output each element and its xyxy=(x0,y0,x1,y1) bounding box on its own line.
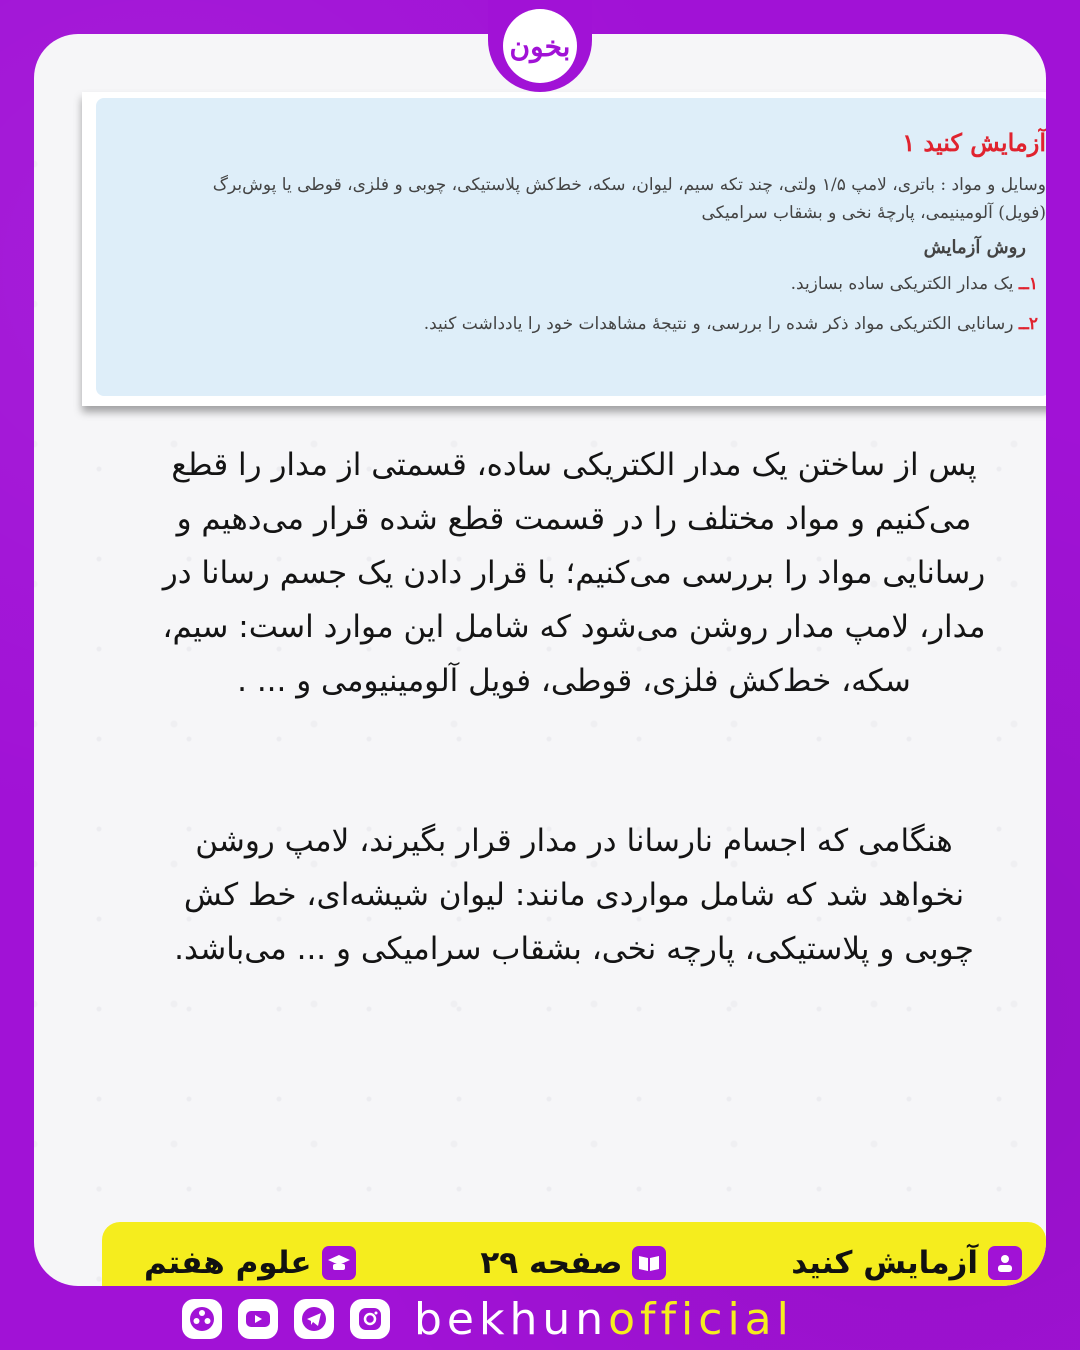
telegram-icon[interactable] xyxy=(294,1299,334,1339)
brand-handle-part2: official xyxy=(608,1293,794,1345)
content-card xyxy=(34,34,1046,1286)
excerpt-step-2-number: ۲ــ xyxy=(1018,314,1038,334)
excerpt-step-1 xyxy=(106,270,1038,298)
excerpt-method-title: روش آزمایش xyxy=(923,237,1026,258)
graduation-cap-icon xyxy=(322,1246,356,1280)
answer-paragraph-1: پس از ساختن یک مدار الکتریکی ساده، قسمتی از مدار را قطع می‌کنیم و مواد مختلف را در قسمت قطع شده قرار می‌دهیم و رسانایی مواد را بررسی می‌کنیم؛ با قرار دادن یک جسم رسانا در مدار، لامپ مدار روشن می‌شود که شامل این موارد است: سیم، سکه، خط‌کش فلزی، قوطی، فویل آلومینیومی و ... . xyxy=(162,447,986,699)
excerpt-title: آزمایش کنید ۱ xyxy=(902,128,1046,157)
excerpt-step-2 xyxy=(106,310,1038,338)
film-reel-icon[interactable] xyxy=(182,1299,222,1339)
brand-logo-mark: بخون xyxy=(503,9,577,83)
textbook-excerpt-panel xyxy=(96,98,1046,396)
brand-handle-part1: bekhun xyxy=(414,1293,609,1345)
teacher-icon xyxy=(988,1246,1022,1280)
social-bar xyxy=(182,1293,794,1345)
answer-paragraph-2: هنگامی که اجسام نارسانا در مدار قرار بگیرند، لامپ روشن نخواهد شد که شامل مواردی مانند: لیوان شیشه‌ای، خط کش چوبی و پلاستیکی، پارچه نخی، بشقاب سرامیکی و ... می‌باشد. xyxy=(174,823,974,967)
excerpt-materials-line1: وسایل و مواد : باتری، لامپ ۱/۵ ولتی، چند تکه سیم، لیوان، سکه، خط‌کش پلاستیکی، چوبی و فلزی، قوطی یا پوش‌برگ xyxy=(212,175,1046,195)
youtube-icon[interactable] xyxy=(238,1299,278,1339)
excerpt-step-2-text: رسانایی الکتریکی مواد ذکر شده را بررسی، و نتیجهٔ مشاهدات خود را یادداشت کنید. xyxy=(423,314,1014,334)
footer-subject xyxy=(144,1245,356,1281)
footer-page xyxy=(480,1245,666,1281)
instagram-icon[interactable] xyxy=(350,1299,390,1339)
textbook-excerpt xyxy=(82,92,1046,406)
info-footer-bar xyxy=(102,1222,1046,1286)
brand-handle xyxy=(414,1294,794,1345)
excerpt-step-1-text: یک مدار الکتریکی ساده بسازید. xyxy=(790,274,1014,294)
footer-section-label: آزمایش کنید xyxy=(791,1245,978,1281)
excerpt-step-1-number: ۱ــ xyxy=(1018,274,1038,294)
footer-subject-label: علوم هفتم xyxy=(144,1245,312,1281)
footer-section xyxy=(791,1245,1022,1281)
footer-page-label: صفحه ۲۹ xyxy=(480,1245,623,1281)
open-book-icon xyxy=(632,1246,666,1280)
excerpt-materials-line2: (فویل) آلومینیمی، پارچهٔ نخی و بشقاب سرامیکی xyxy=(701,203,1046,223)
